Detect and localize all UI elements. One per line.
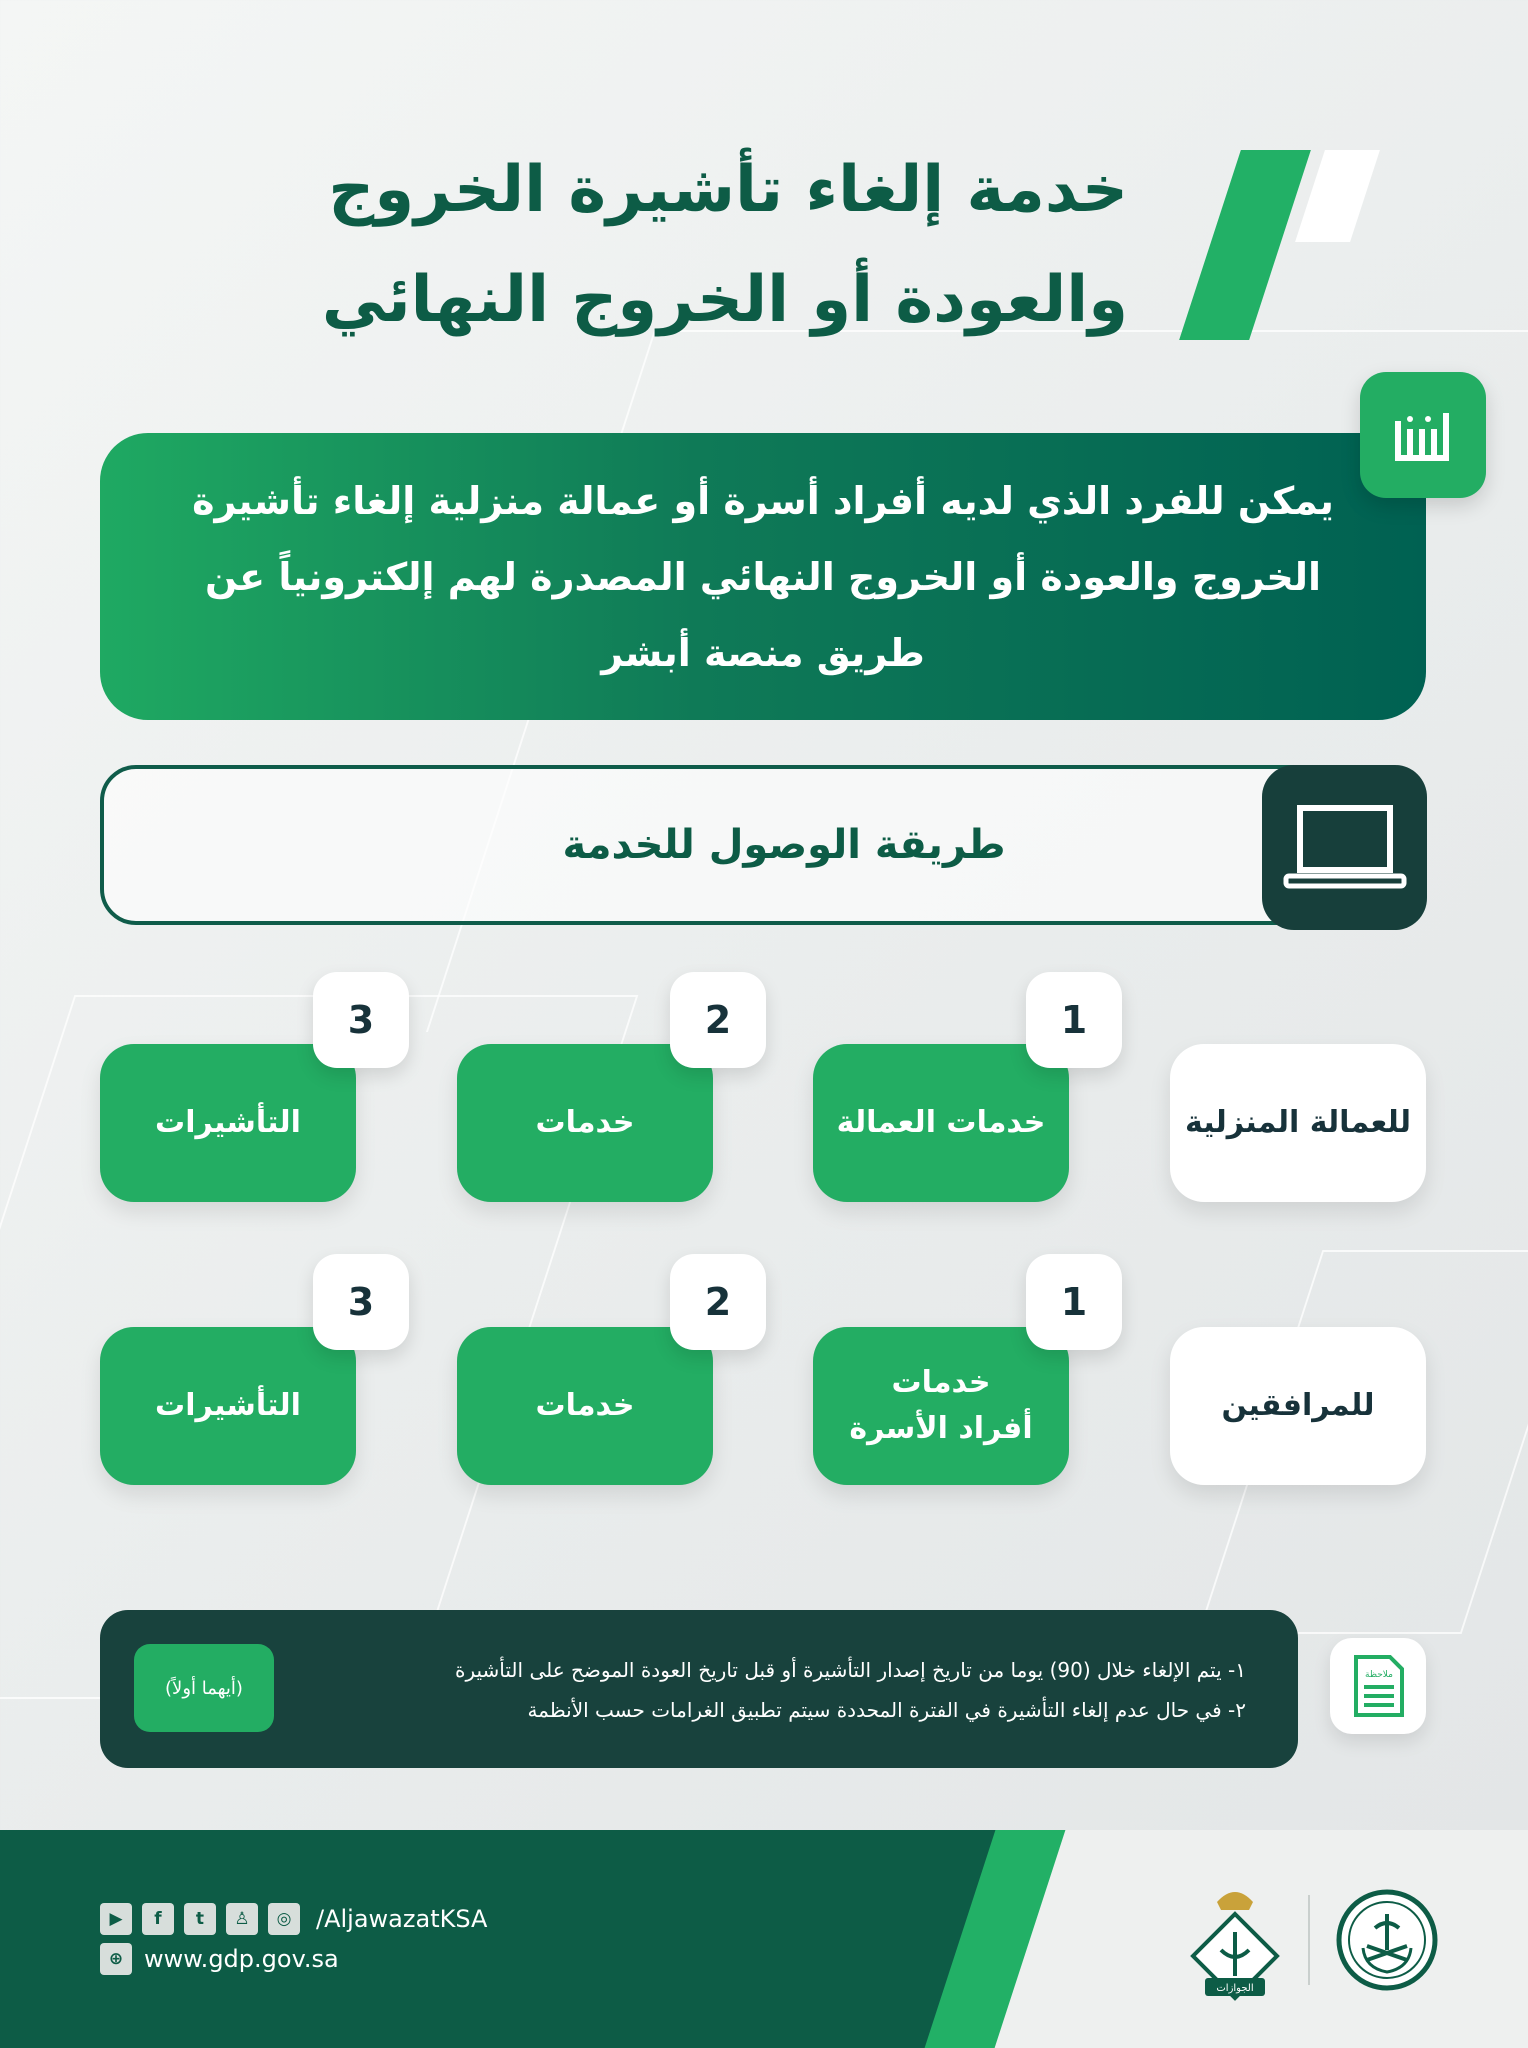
step-label: خدمات bbox=[535, 1388, 635, 1423]
step-number: 2 bbox=[670, 972, 766, 1068]
step-number: 1 bbox=[1026, 1254, 1122, 1350]
step-label: أفراد الأسرة bbox=[849, 1411, 1033, 1446]
step-number: 3 bbox=[313, 972, 409, 1068]
step-card-1[interactable] bbox=[813, 1044, 1069, 1202]
website-url[interactable]: www.gdp.gov.sa bbox=[144, 1945, 339, 1973]
intro-box bbox=[100, 433, 1426, 720]
access-method-box bbox=[100, 765, 1400, 925]
note-badge bbox=[1330, 1638, 1426, 1734]
step-number: 1 bbox=[1026, 972, 1122, 1068]
note-box bbox=[100, 1610, 1298, 1768]
note-icon-label: ملاحظة bbox=[1365, 1670, 1393, 1680]
jawazat-emblem-icon bbox=[1185, 1880, 1285, 2008]
access-method-title: طريقة الوصول للخدمة bbox=[562, 822, 1006, 868]
row-label-domestic-workers bbox=[1170, 1044, 1426, 1202]
note-line-1: ١- يتم الإلغاء خلال (90) يوما من تاريخ إصدار التأشيرة أو قبل تاريخ العودة الموضح على التأشيرة bbox=[455, 1658, 1246, 1682]
twitter-icon[interactable]: t bbox=[184, 1903, 216, 1935]
step-label: خدمات bbox=[535, 1105, 635, 1140]
globe-icon: ⊕ bbox=[100, 1943, 132, 1975]
facebook-icon[interactable]: f bbox=[142, 1903, 174, 1935]
social-links bbox=[100, 1903, 487, 1935]
step-card-2[interactable] bbox=[457, 1327, 713, 1485]
step-label: خدمات bbox=[891, 1365, 991, 1400]
page-title-line2: والعودة أو الخروج النهائي bbox=[321, 263, 1128, 337]
step-card-2[interactable] bbox=[457, 1044, 713, 1202]
step-label: التأشيرات bbox=[155, 1105, 301, 1140]
jawazat-logo-text: الجوازات bbox=[1216, 1983, 1254, 1994]
absher-icon bbox=[1387, 399, 1459, 471]
step-number: 2 bbox=[670, 1254, 766, 1350]
page-title bbox=[228, 135, 1128, 355]
step-card-3[interactable] bbox=[100, 1327, 356, 1485]
step-label: خدمات العمالة bbox=[836, 1105, 1046, 1140]
row-label-text: للمرافقين bbox=[1221, 1388, 1375, 1423]
note-line-2: ٢- في حال عدم إلغاء التأشيرة في الفترة المحددة سيتم تطبيق الغرامات حسب الأنظمة bbox=[527, 1698, 1246, 1722]
ministry-logo bbox=[1335, 1888, 1439, 1992]
website-link[interactable] bbox=[100, 1943, 339, 1975]
step-label: التأشيرات bbox=[155, 1388, 301, 1423]
footer-band bbox=[0, 1830, 1060, 2048]
step-card-1[interactable] bbox=[813, 1327, 1069, 1485]
absher-logo bbox=[1360, 372, 1486, 498]
page-title-line1: خدمة إلغاء تأشيرة الخروج bbox=[328, 153, 1128, 227]
intro-text: يمكن للفرد الذي لديه أفراد أسرة أو عمالة منزلية إلغاء تأشيرة الخروج والعودة أو الخروج النهائي المصدرة لهم إلكترونياً عن طريق منصة أبشر bbox=[192, 478, 1334, 675]
social-handle[interactable]: /AljawazatKSA bbox=[316, 1905, 488, 1933]
snapchat-icon[interactable]: ♙ bbox=[226, 1903, 258, 1935]
title-accent-slash bbox=[1179, 150, 1311, 340]
step-number: 3 bbox=[313, 1254, 409, 1350]
logo-divider bbox=[1308, 1895, 1310, 1985]
laptop-badge bbox=[1262, 765, 1427, 930]
title-accent-slash bbox=[1295, 150, 1380, 242]
note-text bbox=[306, 1650, 1246, 1730]
youtube-icon[interactable]: ▶ bbox=[100, 1903, 132, 1935]
instagram-icon[interactable]: ◎ bbox=[268, 1903, 300, 1935]
ministry-emblem-icon bbox=[1335, 1888, 1439, 1992]
step-card-3[interactable] bbox=[100, 1044, 356, 1202]
note-document-icon bbox=[1348, 1653, 1408, 1719]
jawazat-logo bbox=[1185, 1880, 1285, 2008]
row-label-dependents bbox=[1170, 1327, 1426, 1485]
row-label-text: للعمالة المنزلية bbox=[1185, 1105, 1411, 1140]
laptop-icon bbox=[1280, 798, 1410, 898]
note-pill: (أيهما أولاً) bbox=[134, 1644, 274, 1732]
